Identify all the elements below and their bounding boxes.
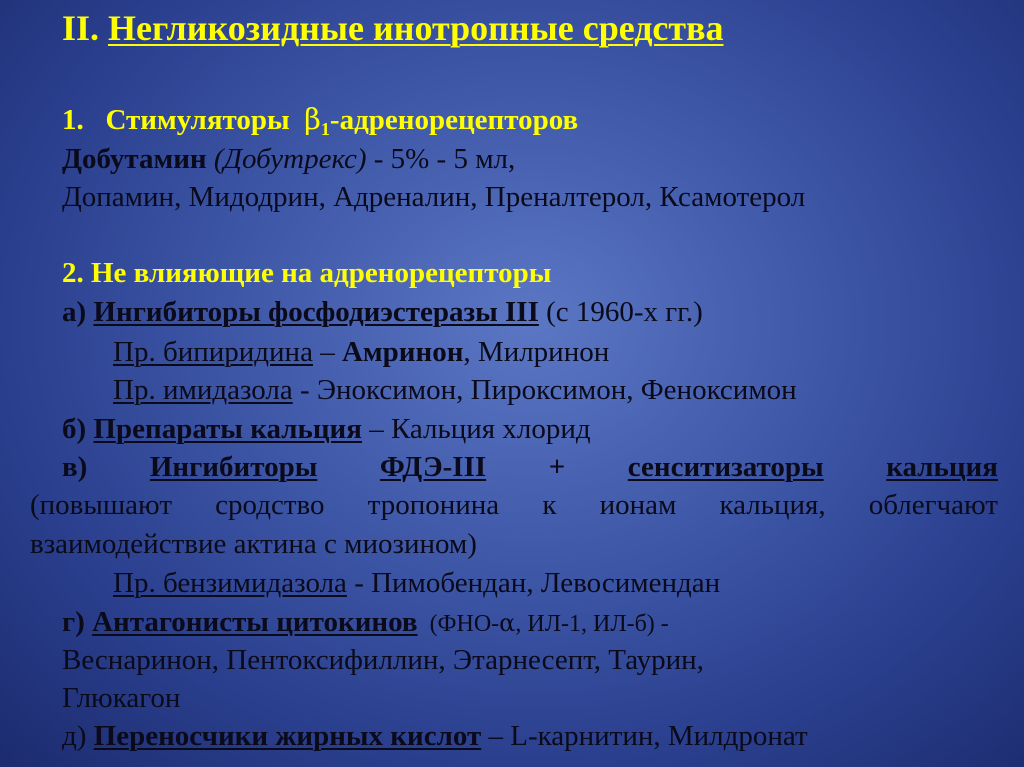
item-v-plus: + xyxy=(548,451,566,483)
item-g-line3 xyxy=(62,684,998,713)
item-g-line3-text: Глюкагон xyxy=(62,682,181,714)
bipyridine-rest: , Милринон xyxy=(463,336,610,368)
item-v-word2: ФДЭ-III xyxy=(379,451,487,483)
item-v-desc1 xyxy=(30,491,998,520)
item-g-letter: г) xyxy=(62,606,93,638)
imidazole-line xyxy=(113,376,998,405)
item-v-desc2 xyxy=(30,530,998,559)
dobutamine-name: Добутамин xyxy=(62,143,207,175)
dobutamine-brand: (Добутрекс) xyxy=(213,143,367,175)
item-g-line2-text: Веснаринон, Пентоксифиллин, Этарнесепт, Таурин, xyxy=(62,644,704,676)
item-v-desc2-text: взаимодействие актина с миозином) xyxy=(30,528,477,560)
section1-heading xyxy=(62,102,998,139)
section2-heading-text: 2. Не влияющие на адренорецепторы xyxy=(62,257,552,289)
item-a-letter: а) xyxy=(62,296,94,328)
benzimidazole-line xyxy=(113,569,998,598)
alpha-symbol: α xyxy=(499,609,516,637)
item-v-letter: в) xyxy=(62,451,88,483)
benzimidazole-rest: - Пимобендан, Левосимендан xyxy=(346,567,721,599)
item-d-letter: д) xyxy=(62,720,94,752)
item-g-line2 xyxy=(62,646,998,675)
item-a xyxy=(62,298,998,327)
item-v-word3: сенситизаторы xyxy=(627,451,824,483)
benzimidazole-label: Пр. бензимидазола xyxy=(113,567,347,599)
item-g-note: (ФНО- xyxy=(417,611,500,637)
item-b-label: Препараты кальция xyxy=(93,413,362,445)
section2-heading xyxy=(62,259,998,288)
item-v-word1: Ингибиторы xyxy=(149,451,318,483)
item-d xyxy=(62,722,998,751)
desc-word: облегчают xyxy=(868,489,998,521)
item-v xyxy=(62,453,998,482)
item-a-note: (с 1960-х гг.) xyxy=(538,296,703,328)
item-g-label: Антагонисты цитокинов xyxy=(92,606,418,638)
item-a-label: Ингибиторы фосфодиэстеразы III xyxy=(93,296,539,328)
dobutamine-dose: - 5% - 5 мл, xyxy=(366,143,516,175)
item-b xyxy=(62,415,998,444)
imidazole-rest: - Эноксимон, Пироксимон, Феноксимон xyxy=(292,374,797,406)
item-g xyxy=(62,608,998,637)
item-b-letter: б) xyxy=(62,413,94,445)
bipyridine-line xyxy=(113,338,998,367)
slide-title xyxy=(62,10,998,46)
adrenergic-drugs-list: Допамин, Мидодрин, Адреналин, Преналтерол, Ксамотерол xyxy=(62,181,806,213)
amrinone: Амринон xyxy=(341,336,464,368)
desc-word: кальция, xyxy=(719,489,826,521)
item-v-word4: кальция xyxy=(886,451,998,483)
desc-word: тропонина xyxy=(367,489,500,521)
item-b-rest: – Кальция хлорид xyxy=(361,413,591,445)
imidazole-label: Пр. имидазола xyxy=(113,374,293,406)
desc-word: ионам xyxy=(599,489,677,521)
adrenergic-drugs-line xyxy=(62,183,998,212)
beta-subscript: 1 xyxy=(320,119,330,139)
beta-symbol: β xyxy=(304,102,321,136)
item-g-note2: , ИЛ-1, ИЛ-б) - xyxy=(515,611,669,637)
dobutamine-line xyxy=(62,145,998,174)
section1-heading-suffix: -адренорецепторов xyxy=(329,104,579,136)
desc-word: к xyxy=(542,489,557,521)
item-d-label: Переносчики жирных кислот xyxy=(93,720,482,752)
bipyridine-label: Пр. бипиридина xyxy=(113,336,313,368)
section1-heading-prefix: 1. Стимуляторы xyxy=(62,104,305,136)
desc-word: сродство xyxy=(215,489,325,521)
item-d-rest: – L-карнитин, Милдронат xyxy=(481,720,808,752)
title-number: II. xyxy=(62,8,100,48)
title-text: Негликозидные инотропные средства xyxy=(108,8,724,48)
desc-word: (повышают xyxy=(30,489,173,521)
bipyridine-dash: – xyxy=(312,336,342,368)
